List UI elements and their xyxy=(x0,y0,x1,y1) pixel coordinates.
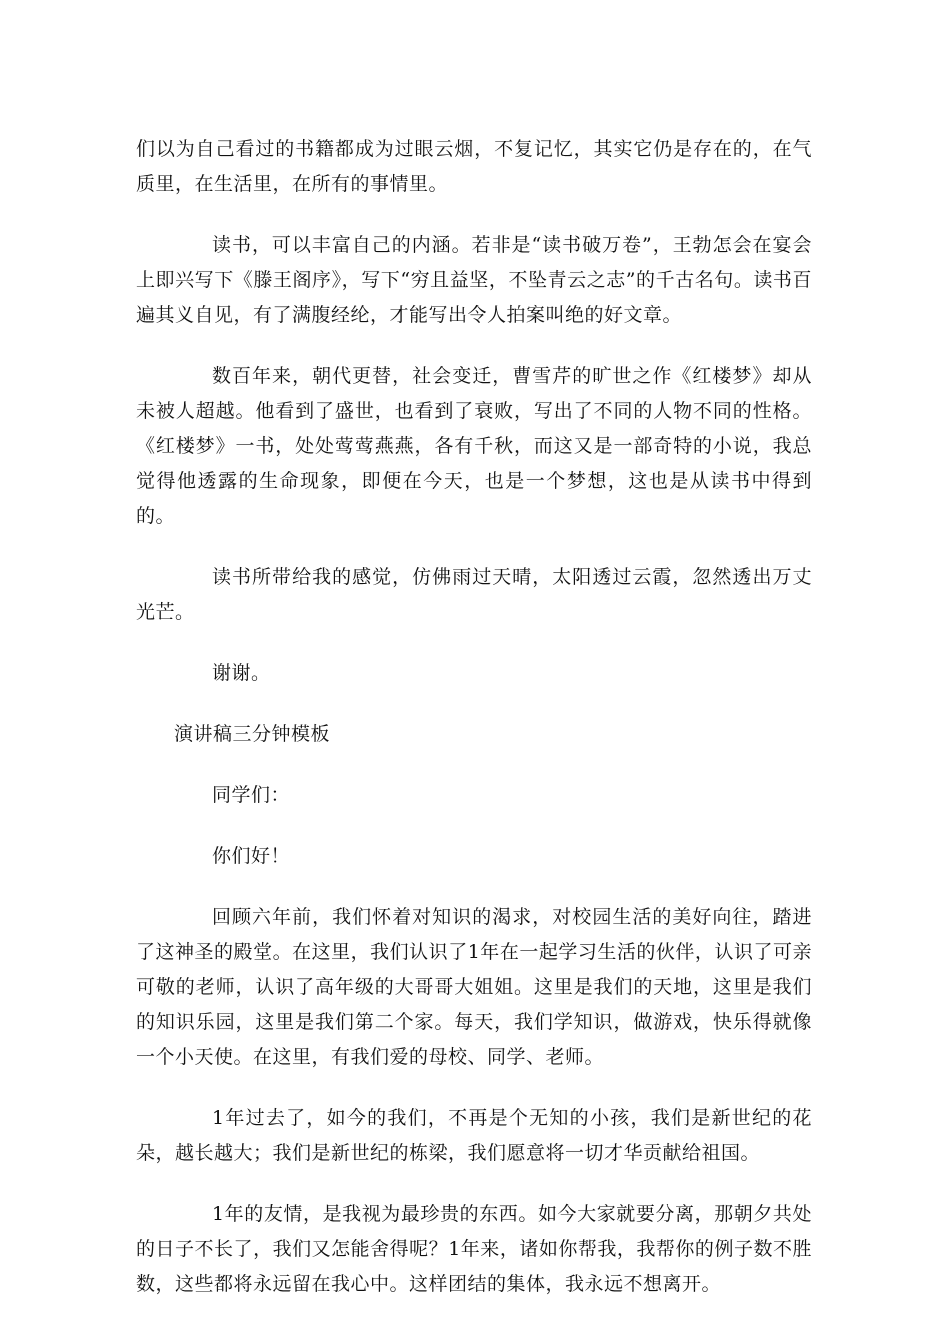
paragraph-salutation: 同学们： xyxy=(212,784,291,806)
paragraph-friendship: 1年的友情，是我视为最珍贵的东西。如今大家就要分离，那朝夕共处的日子不长了，我们又怎能舍得呢？1年来，诸如你帮我，我帮你的例子数不胜数，这些都将永远留在我心中。这样团结的集体，我永远不想离开。 xyxy=(136,1203,812,1295)
paragraph-red-chamber: 数百年来，朝代更替，社会变迁，曹雪芹的旷世之作《红楼梦》却从未被人超越。他看到了盛世，也看到了衰败，写出了不同的人物不同的性格。《红楼梦》一书，处处莺莺燕燕，各有千秋，而这又是一部奇特的小说，我总觉得他透露的生命现象，即便在今天，也是一个梦想，这也是从读书中得到的。 xyxy=(136,365,812,527)
section-heading: 演讲稿三分钟模板 xyxy=(174,723,331,745)
paragraph-thanks: 谢谢。 xyxy=(212,662,271,684)
document-body xyxy=(136,132,812,1328)
paragraph-year-passed: 1年过去了，如今的我们，不再是个无知的小孩，我们是新世纪的花朵，越长越大；我们是新世纪的栋梁，我们愿意将一切才华贡献给祖国。 xyxy=(136,1107,812,1164)
paragraph-greeting: 你们好！ xyxy=(212,845,291,867)
paragraph-reading-enriches: 读书，可以丰富自己的内涵。若非是“读书破万卷”，王勃怎会在宴会上即兴写下《滕王阁序》，写下“穷且益坚，不坠青云之志”的千古名句。读书百遍其义自见，有了满腹经纶，才能写出令人拍案叫绝的好文章。 xyxy=(136,234,812,326)
paragraph-continuation: 们以为自己看过的书籍都成为过眼云烟，不复记忆，其实它仍是存在的，在气质里，在生活里，在所有的事情里。 xyxy=(136,138,812,195)
paragraph-feeling: 读书所带给我的感觉，仿佛雨过天晴，太阳透过云霞，忽然透出万丈光芒。 xyxy=(136,566,812,623)
paragraph-recall: 回顾六年前，我们怀着对知识的渴求，对校园生活的美好向往，踏进了这神圣的殿堂。在这里，我们认识了1年在一起学习生活的伙伴，认识了可亲可敬的老师，认识了高年级的大哥哥大姐姐。这里是我们的天地，这里是我们的知识乐园，这里是我们第二个家。每天，我们学知识，做游戏，快乐得就像一个小天使。在这里，有我们爱的母校、同学、老师。 xyxy=(136,906,812,1068)
